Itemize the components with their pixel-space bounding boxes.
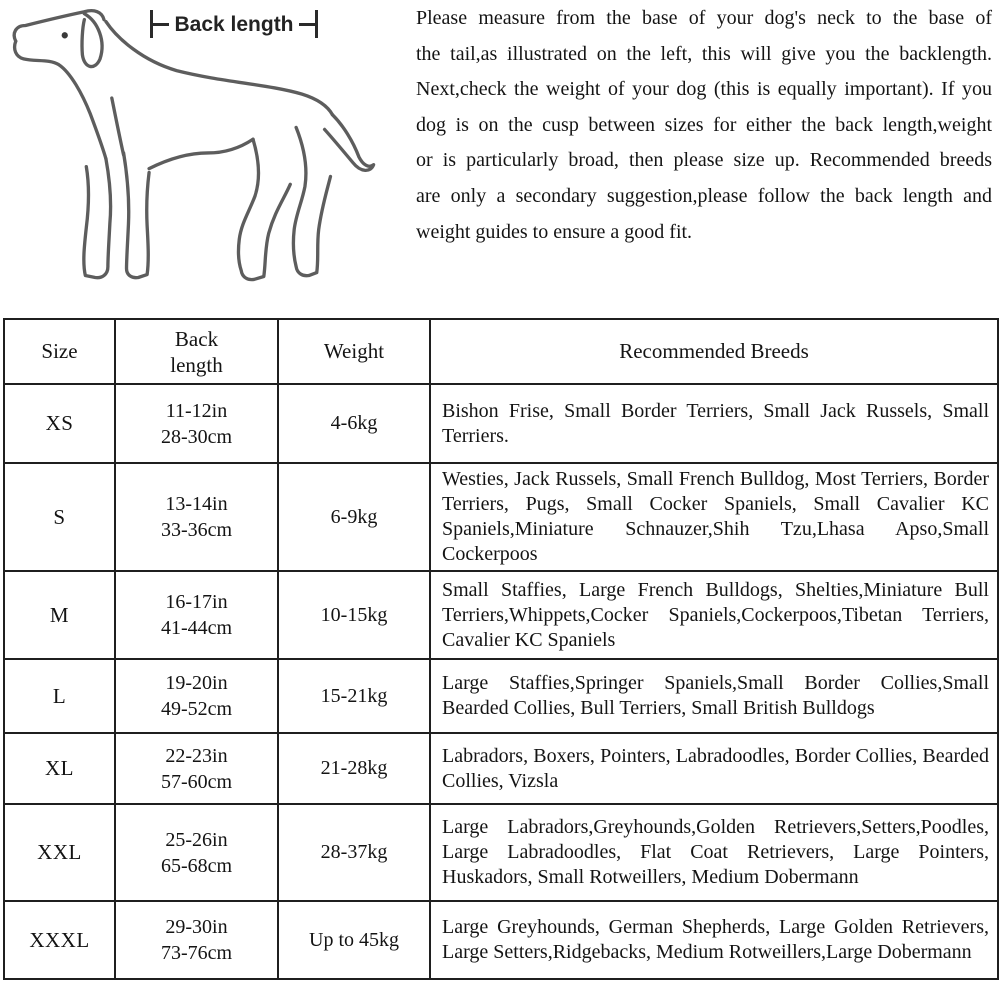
breeds-cell: Large Greyhounds, German Shepherds, Large Golden Retrievers, Large Setters,Ridgebacks, Medium Rotweillers,Large Dobermann: [430, 901, 998, 979]
back-length-cm: 33-36cm: [160, 519, 233, 541]
size-chart-table: [3, 318, 999, 980]
back-length-cell: [115, 901, 278, 979]
weight-cell: 28-37kg: [278, 804, 430, 901]
instructions-line: Next,check the weight of your dog (this is equally important). If you: [416, 78, 992, 101]
dog-rear-leg-far: [293, 127, 330, 275]
size-cell: XXL: [4, 804, 115, 901]
back-length-cell: [115, 733, 278, 804]
header-row: [4, 319, 998, 384]
dog-front-leg-near: [84, 159, 111, 278]
weight-cell: 15-21kg: [278, 659, 430, 733]
dog-ear-outline: [82, 14, 102, 67]
dog-rear-leg-near: [238, 139, 290, 279]
breeds-cell: Westies, Jack Russels, Small French Bulldog, Most Terriers, Border Terriers, Pugs, Small Cocker Spaniels, Small Cavalier KC Spaniels,Miniature Schnauzer,Shih Tzu,Lhasa Apso,Small Cockerpoos: [430, 463, 998, 571]
column-header-size: Size: [4, 319, 115, 384]
figure-area: [0, 0, 412, 305]
size-cell: L: [4, 659, 115, 733]
back-length-annotation: [150, 8, 318, 40]
dog-eye-icon: [62, 32, 68, 38]
back-length-inches: 11-12in: [165, 399, 228, 422]
weight-cell: 6-9kg: [278, 463, 430, 571]
instructions-line: dog is on the cusp between sizes for either the back length,weight: [416, 113, 992, 136]
back-length-cell: [115, 571, 278, 659]
back-length-cell: [115, 384, 278, 463]
back-length-inches: 13-14in: [165, 493, 228, 515]
column-header-weight: Weight: [278, 319, 430, 384]
column-header-back-length: [115, 319, 278, 384]
back-length-cell: [115, 804, 278, 901]
dog-illustration: [2, 2, 404, 300]
size-cell: XXXL: [4, 901, 115, 979]
bracket-right-line-icon: [299, 23, 315, 26]
table-row-m: [4, 571, 998, 659]
table-row-xxl: [4, 804, 998, 901]
dog-head-outline: [14, 11, 104, 42]
bracket-left-line-icon: [153, 23, 169, 26]
instructions-line: are only a secondary suggestion,please follow the back length and: [416, 184, 992, 207]
dog-belly-line: [149, 139, 253, 168]
sizing-instructions: [416, 1, 992, 250]
table-row-xl: [4, 733, 998, 804]
back-length-inches: 19-20in: [165, 672, 228, 694]
back-length-cm: 49-52cm: [160, 698, 233, 720]
back-length-cm: 41-44cm: [160, 617, 233, 639]
size-cell: XS: [4, 384, 115, 463]
dog-tail-outline: [325, 115, 374, 171]
back-length-inches: 16-17in: [165, 591, 228, 613]
dog-jaw-outline: [15, 41, 106, 159]
breeds-cell: Bishon Frise, Small Border Terriers, Small Jack Russels, Small Terriers.: [430, 384, 998, 463]
back-length-cell: [115, 463, 278, 571]
weight-cell: Up to 45kg: [278, 901, 430, 979]
back-length-cm: 28-30cm: [160, 425, 233, 448]
back-length-inches: 25-26in: [165, 828, 228, 851]
instructions-line: or is particularly broad, then please size up. Recommended breeds: [416, 149, 992, 172]
weight-cell: 4-6kg: [278, 384, 430, 463]
dog-front-leg-far: [124, 153, 149, 278]
instructions-line: the tail,as illustrated on the left, this will give you the backlength.: [416, 42, 992, 65]
breeds-cell: Labradors, Boxers, Pointers, Labradoodles, Border Collies, Bearded Collies, Vizsla: [430, 733, 998, 804]
column-header-recommended-breeds: Recommended Breeds: [430, 319, 998, 384]
weight-cell: 10-15kg: [278, 571, 430, 659]
back-length-label: Back length: [174, 12, 294, 36]
table-row-xs: [4, 384, 998, 463]
back-length-cell: [115, 659, 278, 733]
size-chart: [3, 318, 997, 980]
breeds-cell: Large Staffies,Springer Spaniels,Small Border Collies,Small Bearded Collies, Bull Terriers, Small British Bulldogs: [430, 659, 998, 733]
breeds-cell: Small Staffies, Large French Bulldogs, Shelties,Miniature Bull Terriers,Whippets,Cocker Spaniels,Cockerpoos,Tibetan Terriers, Cavalier KC Spaniels: [430, 571, 998, 659]
table-row-xxxl: [4, 901, 998, 979]
instructions-line: weight guides to ensure a good fit.: [416, 220, 693, 243]
dog-shoulder-line: [112, 98, 124, 155]
instructions-line: Please measure from the base of your dog's neck to the base of: [416, 7, 992, 29]
size-cell: S: [4, 463, 115, 571]
back-length-cm: 73-76cm: [160, 942, 233, 964]
size-cell: XL: [4, 733, 115, 804]
back-length-inches: 29-30in: [165, 916, 228, 938]
back-length-inches: 22-23in: [165, 744, 228, 767]
back-length-cm: 57-60cm: [160, 770, 233, 793]
weight-cell: 21-28kg: [278, 733, 430, 804]
breeds-cell: Large Labradors,Greyhounds,Golden Retrievers,Setters,Poodles, Large Labradoodles, Flat Coat Retrievers, Large Pointers, Huskadors, Small Rotweillers, Medium Dobermann: [430, 804, 998, 901]
table-row-s: [4, 463, 998, 571]
column-header-back-length-label: Back length: [170, 326, 223, 377]
table-row-l: [4, 659, 998, 733]
size-cell: M: [4, 571, 115, 659]
back-length-cm: 65-68cm: [160, 854, 233, 877]
bracket-right-tick-icon: [315, 10, 318, 38]
